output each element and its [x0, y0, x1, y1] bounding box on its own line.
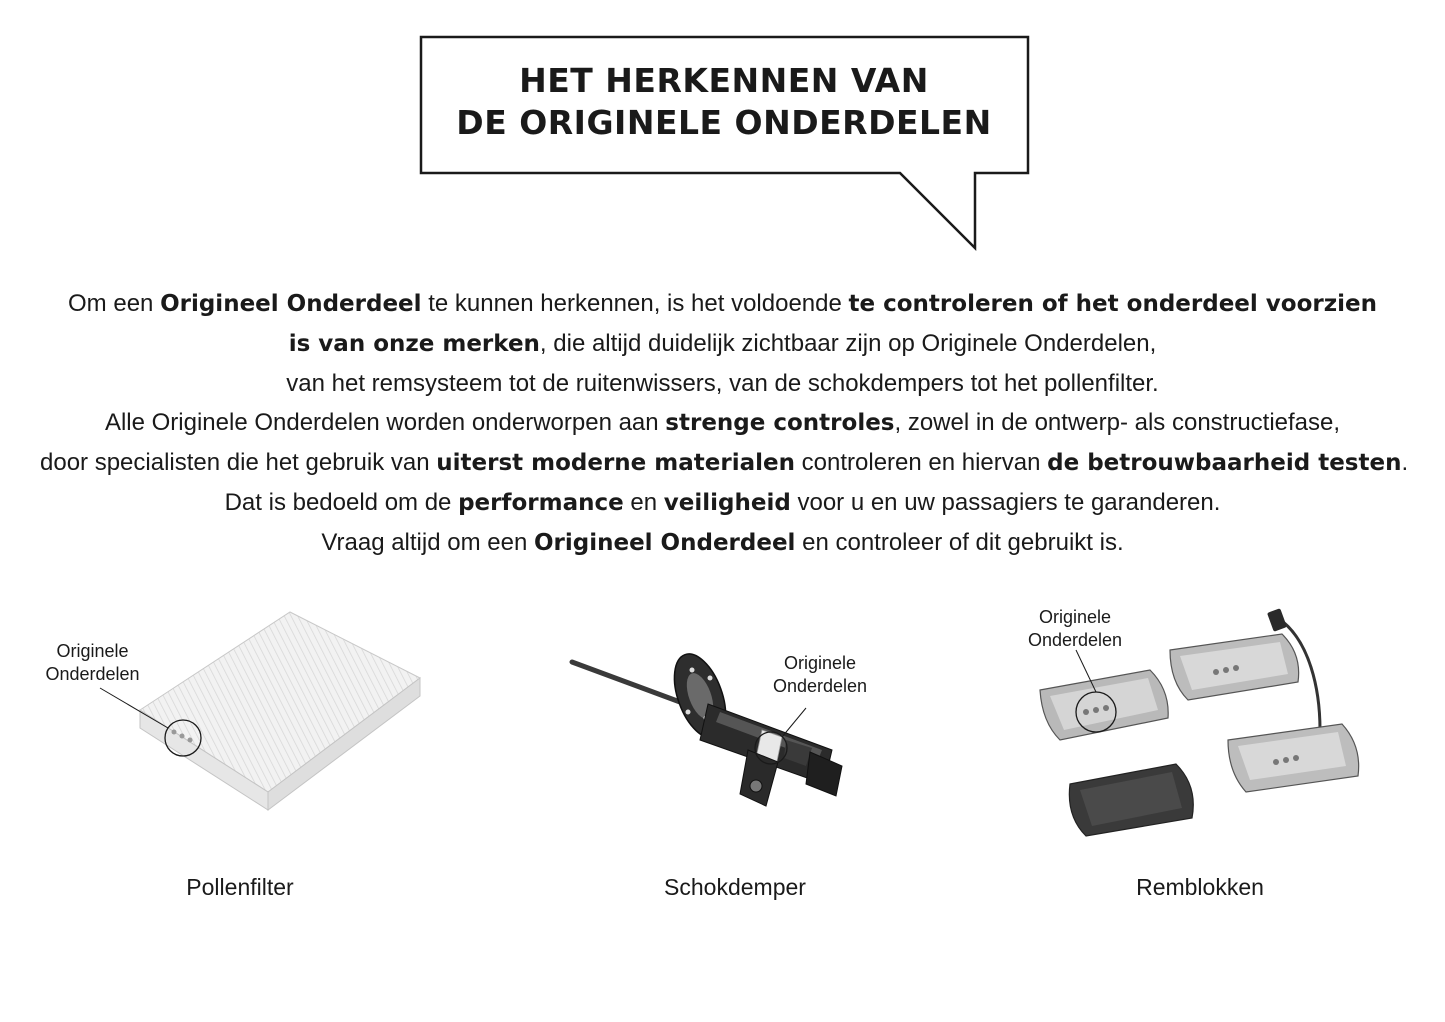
- text-run: door specialisten die het gebruik van: [40, 449, 437, 476]
- callout-line-2: Onderdelen: [772, 676, 868, 696]
- product-schokdemper: [560, 600, 920, 910]
- title-line-1: HET HERKENNEN VAN: [519, 61, 929, 100]
- text-run: te kunnen herkennen, is het voldoende: [421, 290, 849, 317]
- callout-line-1: Originele: [783, 653, 857, 673]
- page-title: [420, 60, 1028, 144]
- text-run: voor u en uw passagiers te garanderen.: [790, 489, 1221, 516]
- bold-run: veiligheid: [663, 490, 791, 516]
- text-run: , die altijd duidelijk zichtbaar zijn op Originele Onderdelen,: [539, 330, 1157, 357]
- text-run: controleren en hiervan: [794, 449, 1048, 476]
- bold-run: Origineel Onderdeel: [160, 291, 422, 317]
- title-line-2: DE ORIGINELE ONDERDELEN: [456, 103, 992, 142]
- callout-remblokken: [1020, 606, 1130, 652]
- bold-run: is van onze merken: [288, 331, 540, 357]
- product-label-pollenfilter: Pollenfilter: [186, 874, 294, 900]
- intro-line-4: [40, 403, 1405, 443]
- callout-line-2: Onderdelen: [1027, 630, 1123, 650]
- bold-run: Origineel Onderdeel: [533, 530, 796, 556]
- intro-line-5: [40, 443, 1409, 483]
- callout-pollenfilter: [40, 640, 145, 686]
- text-run: Dat is bedoeld om de: [224, 489, 459, 516]
- intro-line-2: [40, 324, 1405, 364]
- intro-paragraph: [40, 284, 1409, 563]
- intro-line-7: [40, 523, 1405, 563]
- bold-run: strenge controles: [665, 410, 895, 436]
- bold-run: de betrouwbaarheid testen: [1047, 450, 1402, 476]
- callout-schokdemper: [765, 652, 875, 698]
- callout-line-1: Originele: [56, 641, 129, 661]
- title-speech-bubble: [0, 0, 1445, 260]
- pollen-filter-image: [40, 600, 440, 830]
- text-run: Vraag altijd om een: [321, 529, 534, 556]
- intro-line-6: [40, 483, 1405, 523]
- text-run: , zowel in de ontwerp- als constructiefase,: [894, 409, 1341, 436]
- text-run: en: [623, 489, 664, 516]
- text-run: Om een: [68, 290, 161, 317]
- bold-run: uiterst moderne materialen: [436, 450, 795, 476]
- text-run: .: [1401, 449, 1409, 476]
- callout-line-2: Onderdelen: [45, 664, 140, 684]
- product-label-schokdemper: Schokdemper: [664, 874, 806, 900]
- callout-line-1: Originele: [1038, 607, 1112, 627]
- text-run: Alle Originele Onderdelen worden onderworpen aan: [104, 409, 666, 436]
- text-run: van het remsysteem tot de ruitenwissers, van de schokdempers tot het pollenfilter.: [286, 370, 1159, 397]
- intro-line-3: [40, 364, 1405, 403]
- product-pollenfilter: [40, 600, 440, 910]
- shock-absorber-image: [560, 600, 920, 850]
- bold-run: performance: [458, 490, 624, 516]
- bold-run: te controleren of het onderdeel voorzien: [848, 291, 1377, 317]
- product-label-remblokken: Remblokken: [1136, 874, 1264, 900]
- text-run: en controleer of dit gebruikt is.: [795, 529, 1124, 556]
- product-remblokken: [1020, 600, 1380, 910]
- intro-line-1: [40, 284, 1405, 324]
